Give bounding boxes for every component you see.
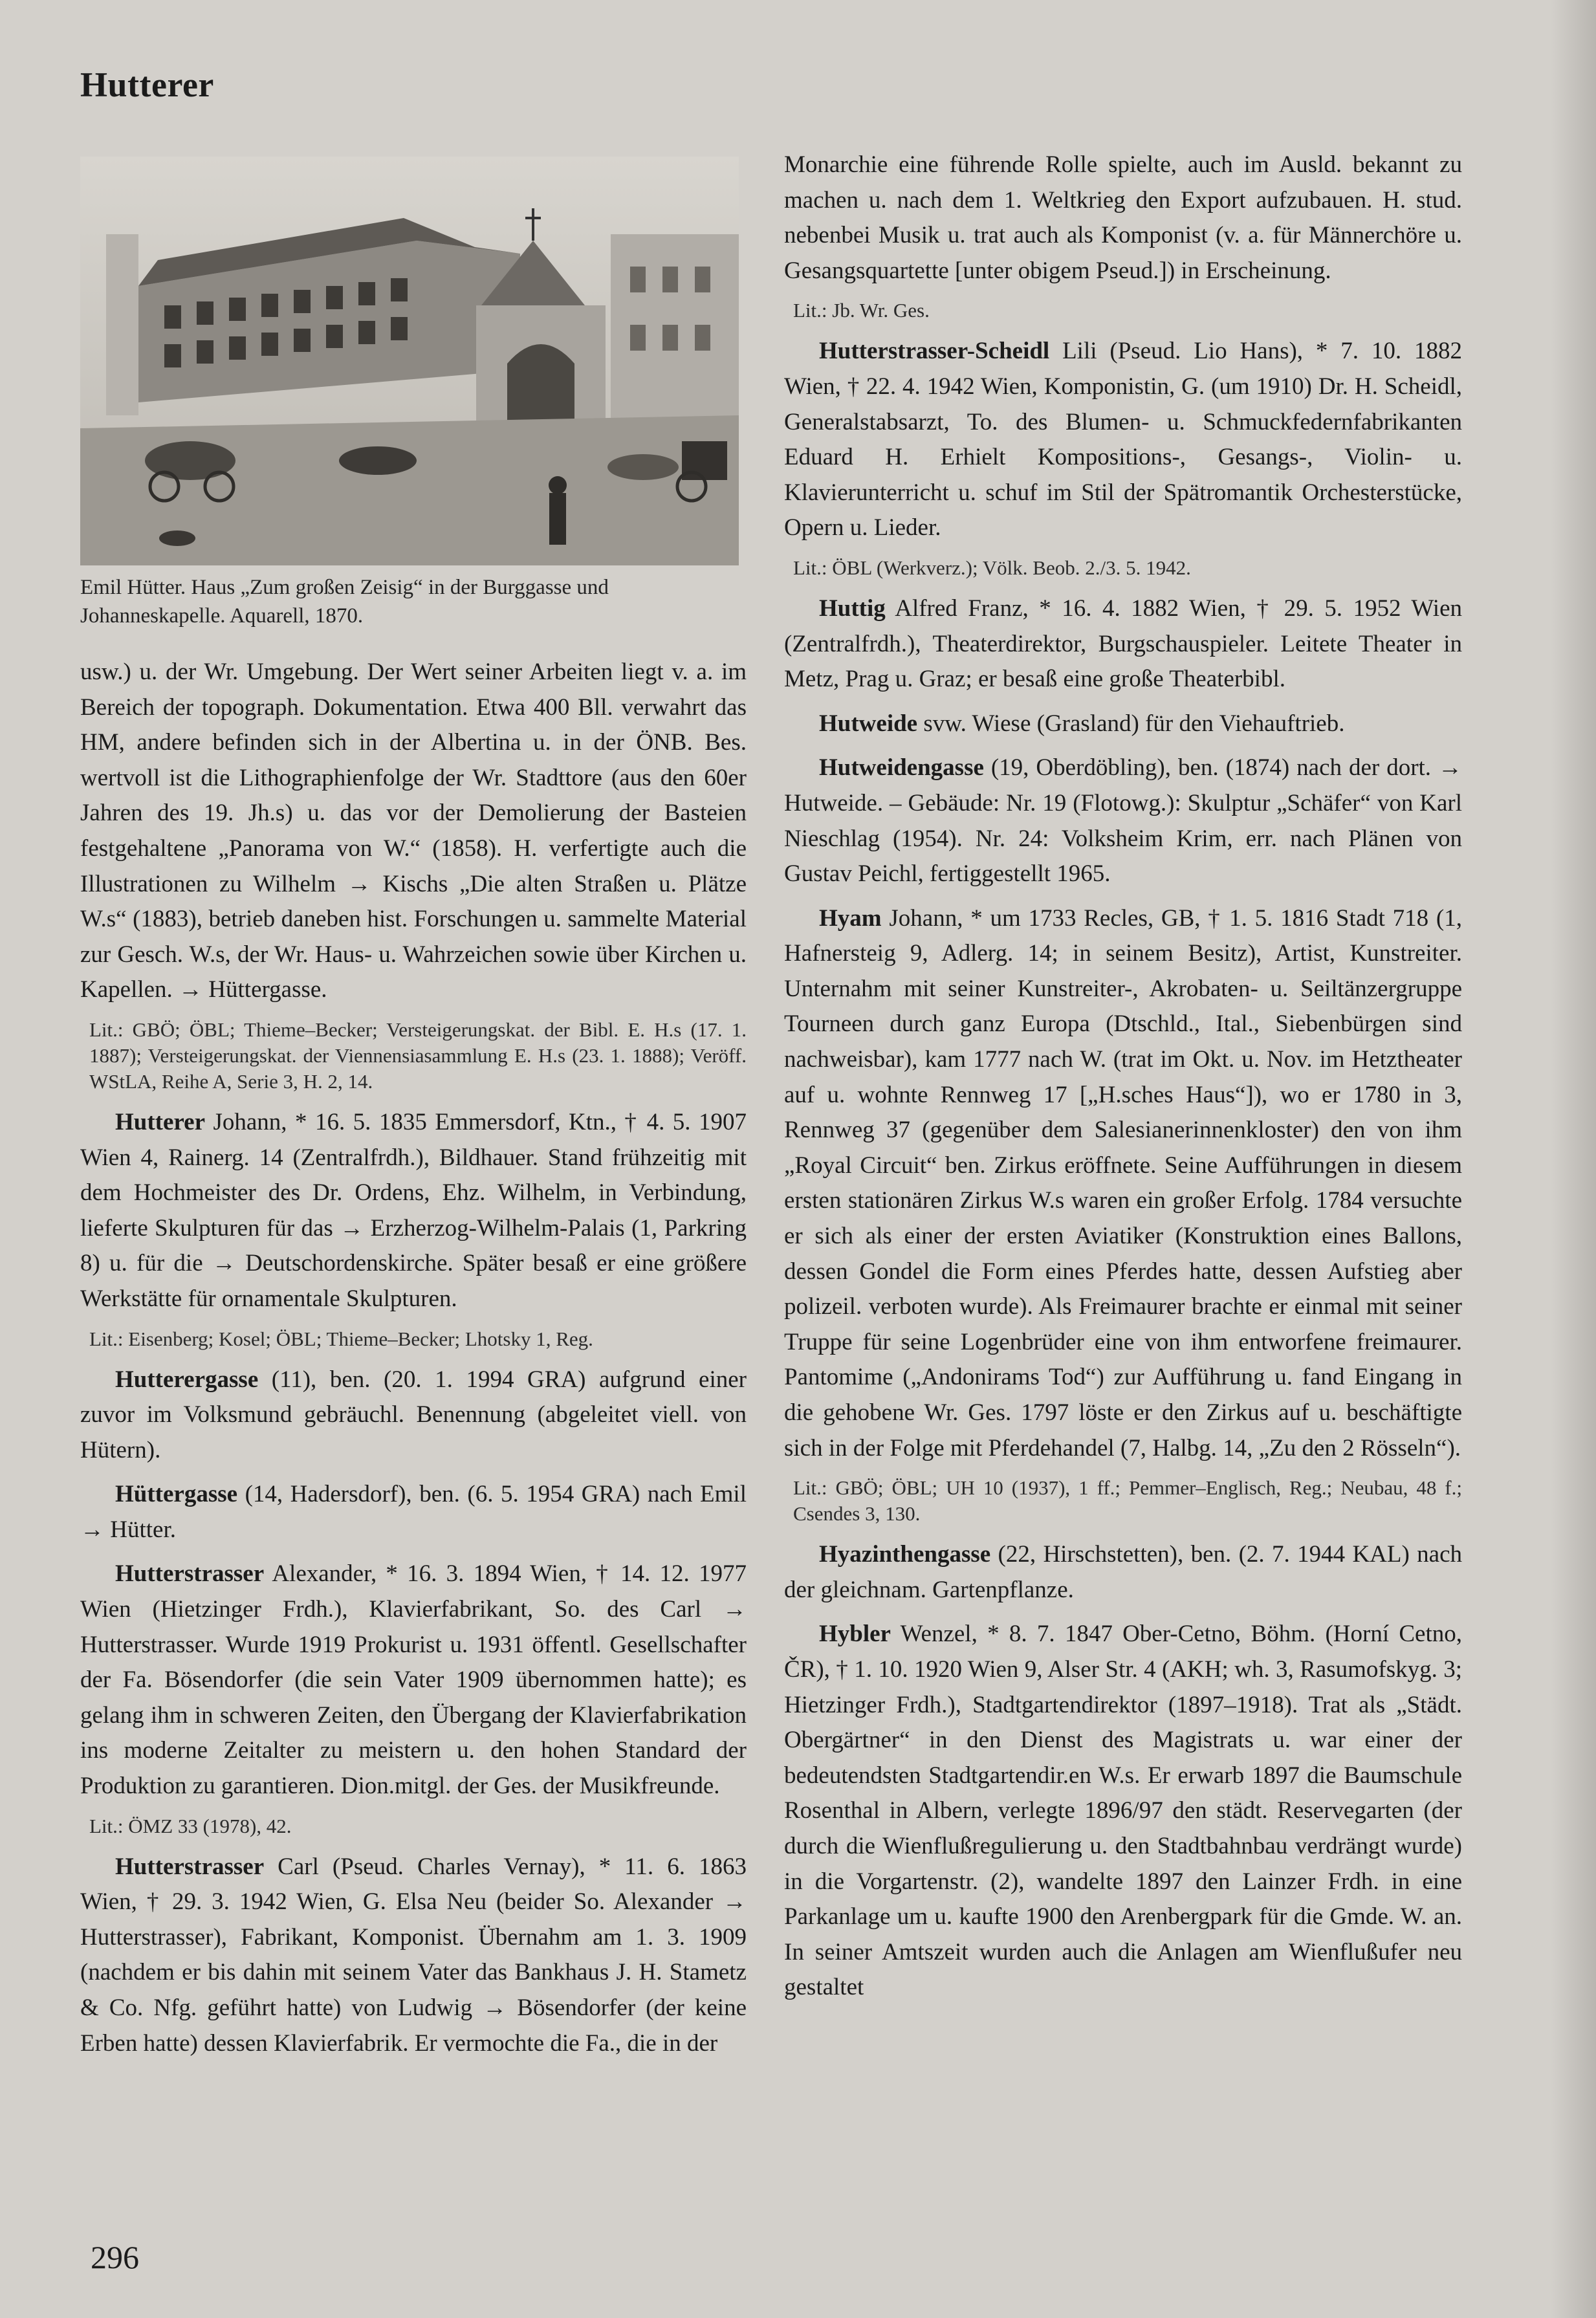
- entry-headword: Hutterstrasser: [115, 1853, 265, 1880]
- lexicon-entry: [80, 1477, 747, 1547]
- entry-headword: Hüttergasse: [115, 1481, 238, 1508]
- lexicon-entry: [784, 1617, 1462, 2006]
- lexicon-entry: [80, 1850, 747, 2062]
- entry-headword: Hutterer: [115, 1108, 206, 1135]
- literature-note: Lit.: Eisenberg; Kosel; ÖBL; Thieme–Becker; Lhotsky 1, Reg.: [89, 1327, 593, 1350]
- entry-headword: Hutterstrasser: [115, 1560, 265, 1588]
- lexicon-entry: [784, 334, 1462, 546]
- entry-body: Alfred Franz, * 16. 4. 1882 Wien, † 29. 5. 1952 Wien (Zentralfrdh.), Theaterdirektor, Burgschauspieler. Leitete Theater in Metz, Prag u. Graz; er besaß eine große Theaterbibl.: [784, 595, 1462, 693]
- literature-note: Lit.: GBÖ; ÖBL; UH 10 (1937), 1 ff.; Pemmer–Englisch, Reg.; Neubau, 48 f.; Csendes 3, 130.: [793, 1476, 1462, 1525]
- lexicon-entry: [784, 750, 1462, 891]
- entry-headword: Hutterstrasser-Scheidl: [819, 338, 1050, 365]
- continuation-text: Monarchie eine führende Rolle spielte, auch im Ausld. bekannt zu machen u. nach dem 1. Weltkrieg den Export aufzubauen. H. stud. nebenbei Musik u. trat auch als Komponist (v. a. für Männerchöre u. Gesangsquartette [unter obigem Pseud.]) in Erscheinung.: [784, 151, 1462, 284]
- page-gutter-shadow: [1551, 0, 1596, 2318]
- entry-body: Johann, * 16. 5. 1835 Emmersdorf, Ktn., † 4. 5. 1907 Wien 4, Rainerg. 14 (Zentralfrdh.), Bildhauer. Stand frühzeitig mit dem Hochmeister des Dr. Ordens, Ehz. Wilhelm, in Verbindung, lieferte Skulpturen für das → Erzherzog-Wilhelm-Palais (1, Parkring 8) u. für die → Deutschordenskirche. Später besaß er eine größere Werkstätte für ornamentale Skulpturen.: [80, 1108, 747, 1312]
- lexicon-entry: [80, 1105, 747, 1317]
- lexicon-entry: [784, 591, 1462, 697]
- watercolor-illustration: [80, 157, 739, 565]
- lexicon-entry: [784, 901, 1462, 1467]
- entry-body: Alexander, * 16. 3. 1894 Wien, † 14. 12. 1977 Wien (Hietzinger Frdh.), Klavierfabrikant, So. des Carl → Hutterstrasser. Wurde 1919 Prokurist u. 1931 öffentl. Gesellschafter der Fa. Bösendorfer (die sein Vater 1909 übernommen hatte); es gelang ihm in schweren Zeiten, den Übergang der Klavierfabrikation ins moderne Zeitalter zu meistern u. den hohen Standard der Produktion zu garantieren. Dion.mitgl. der Ges. der Musikfreunde.: [80, 1560, 747, 1800]
- entry-body: Lili (Pseud. Lio Hans), * 7. 10. 1882 Wien, † 22. 4. 1942 Wien, Komponistin, G. (um 1910) Dr. H. Scheidl, Generalstabsarzt, To. des Blumen- u. Schmuckfedernfabrikanten Eduard H. Erhielt Kompositions-, Gesangs-, Violin- u. Klavierunterricht u. schuf im Stil der Spätromantik Orchesterstücke, Opern u. Lieder.: [784, 338, 1462, 541]
- left-column: [80, 655, 747, 2070]
- lexicon-entry: [784, 706, 1462, 742]
- literature-note: Lit.: ÖBL (Werkverz.); Völk. Beob. 2./3. 5. 1942.: [793, 556, 1191, 579]
- lexicon-entry: [80, 1362, 747, 1469]
- entry-headword: Hutweidengasse: [819, 754, 984, 782]
- literature-note: Lit.: ÖMZ 33 (1978), 42.: [89, 1814, 292, 1837]
- entry-headword: Huttig: [819, 595, 886, 622]
- entry-body: Carl (Pseud. Charles Vernay), * 11. 6. 1863 Wien, † 29. 3. 1942 Wien, G. Elsa Neu (beider So. Alexander → Hutterstrasser), Fabrikant, Komponist. Übernahm am 1. 3. 1909 (nachdem er bis dahin mit seinem Vater das Bankhaus J. H. Stametz & Co. Nfg. geführt hatte) von Ludwig → Bösendorfer (der keine Erben hatte) dessen Klavierfabrik. Er vermochte die Fa., die in der: [80, 1853, 747, 2057]
- figure-caption: Emil Hütter. Haus „Zum großen Zeisig“ in der Burggasse und Johanneskapelle. Aquarell, 1870.: [80, 576, 609, 628]
- illustration: [80, 157, 739, 565]
- entry-body: Johann, * um 1733 Recles, GB, † 1. 5. 1816 Stadt 718 (1, Hafnersteig 9, Adlerg. 14; in seinem Besitz), Artist, Kunstreiter. Unternahm mit seiner Kunstreiter-, Akrobaten- u. Seiltänzergruppe Tourneen durch ganz Europa (Dtschld., Ital., Siebenbürgen sind nachweisbar), kam 1777 nach W. (trat im Okt. u. Nov. im Hetztheater auf u. wohnte Rennweg 17 [„H.sches Haus“]), wo er 1780 in 3, Rennweg 37 (gegenüber dem Salesianerinnenkloster) den von ihm „Royal Circuit“ ben. Zirkus eröffnete. Seine Aufführungen in diesem ersten stationären Zirkus W.s waren ein großer Erfolg. 1784 versuchte er sich als einer der ersten Aviatiker (Konstruktion eines Ballons, dessen Gondel die Form eines Pferdes hatte, dessen Aufstieg aber polizeil. verboten wurde). Als Freimaurer brachte er einmal mit seiner Truppe für seine Logenbrüder eine von ihm entworfene freimaurer. Pantomime („Andonirams Tod“) zur Aufführung u. fand Eingang in die gehobene Wr. Ges. 1797 löste er den Zirkus auf u. beschäftigte sich in der Folge mit Pferdehandel (7, Halbg. 14, „Zu den 2 Rösseln“).: [784, 904, 1462, 1461]
- entry-body: svw. Wiese (Grasland) für den Viehauftrieb.: [917, 710, 1345, 737]
- right-column: [784, 148, 1462, 2015]
- literature-note: Lit.: GBÖ; ÖBL; Thieme–Becker; Versteigerungskat. der Bibl. E. H.s (17. 1. 1887); Versteigerungskat. der Viennensiasammlung E. H.s (23. 1. 1888); Veröff. WStLA, Reihe A, Serie 3, H. 2, 14.: [89, 1018, 747, 1093]
- entry-headword: Hutterergasse: [115, 1366, 259, 1393]
- entry-headword: Hyam: [819, 904, 882, 932]
- literature-note: Lit.: Jb. Wr. Ges.: [793, 299, 930, 322]
- entry-headword: Hutweide: [819, 710, 918, 737]
- continuation-text: usw.) u. der Wr. Umgebung. Der Wert seiner Arbeiten liegt v. a. im Bereich der topograph. Dokumentation. Etwa 400 Bll. verwahrt das HM, andere befinden sich in der Albertina u. in der ÖNB. Bes. wertvoll ist die Lithographienfolge der Wr. Stadttore (aus den 60er Jahren des 19. Jh.s) u. das vor der Demolierung der Basteien festgehaltene „Panorama von W.“ (1858). H. verfertigte auch die Illustrationen zu Wilhelm → Kischs „Die alten Straßen u. Plätze W.s“ (1883), betrieb daneben hist. Forschungen u. sammelte Material zur Gesch. W.s, der Wr. Haus- u. Wahrzeichen sowie über Kirchen u. Kapellen. → Hüttergasse.: [80, 659, 747, 1003]
- entry-headword: Hybler: [819, 1621, 891, 1648]
- entry-headword: Hyazinthengasse: [819, 1541, 991, 1568]
- entry-body: (14, Hadersdorf), ben. (6. 5. 1954 GRA) nach Emil → Hütter.: [80, 1481, 747, 1543]
- entry-body: (19, Oberdöbling), ben. (1874) nach der dort. → Hutweide. – Gebäude: Nr. 19 (Flotowg.): Skulptur „Schäfer“ von Karl Nieschlag (1954). Nr. 24: Volksheim Krim, err. nach Plänen von Gustav Peichl, fertiggestellt 1965.: [784, 754, 1462, 888]
- page-number: 296: [91, 2239, 139, 2275]
- lexicon-entry: [80, 1557, 747, 1804]
- entry-body: (22, Hirschstetten), ben. (2. 7. 1944 KAL) nach der gleichnam. Gartenpflanze.: [784, 1541, 1462, 1603]
- entry-body: (11), ben. (20. 1. 1994 GRA) aufgrund einer zuvor im Volksmund gebräuchl. Benennung (abgeleitet viell. von Hütern).: [80, 1366, 747, 1463]
- lexicon-entry: [784, 1537, 1462, 1608]
- entry-body: Wenzel, * 8. 7. 1847 Ober-Cetno, Böhm. (Horní Cetno, ČR), † 1. 10. 1920 Wien 9, Alser Str. 4 (AKH; wh. 3, Rasumofskyg. 3; Hietzinger Frdh.), Stadtgartendirektor (1897–1918). Trat als „Städt. Obergärtner“ in den Dienst des Magistrats u. war einer der bedeutendsten Stadtgartendir.en W.s. Er erwarb 1897 die Baumschule Rosenthal in Albern, verlegte 1896/97 den städt. Reservegarten (der durch die Wienflußregulierung u. den Stadtbahnbau verdrängt wurde) in die Vorgartenstr. (2), wandelte 1897 den Lainzer Frdh. in eine Parkanlage um u. kaufte 1900 den Arenbergpark für die Gmde. W. an. In seiner Amtszeit wurden auch die Anlagen am Wienflußufer neu gestaltet: [784, 1621, 1462, 2001]
- running-head: Hutterer: [80, 65, 214, 104]
